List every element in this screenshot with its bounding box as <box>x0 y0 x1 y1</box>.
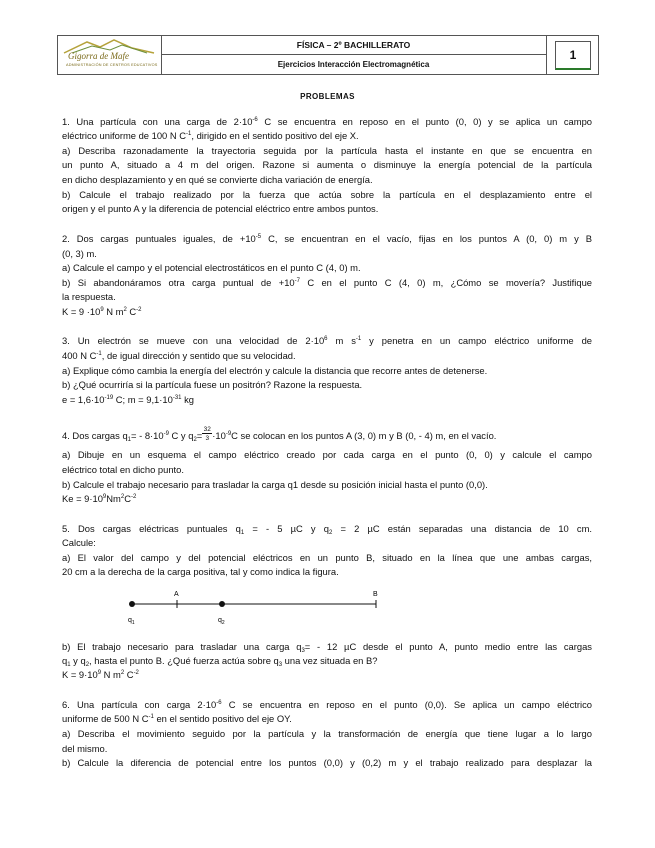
problem-1-line: un punto A, situado a 4 m del origen. Razone si aumenta o disminuye la energía potencial de la partícula <box>62 159 592 170</box>
problem-6-line: 6. Una partícula con carga $2\cdot 10^{-6}$ C se encuentra en reposo en el punto (0,0). Se aplica un campo eléctrico <box>62 699 593 710</box>
problem-2-line: (0, 3) m. <box>62 248 97 259</box>
section-title: PROBLEMAS <box>300 92 355 101</box>
problem-5-constant: $K = 9\cdot 10^9$ N $m^2$ $C^{-2}$ <box>62 669 139 680</box>
problem-3-line: 400 N $C^{-1}$, de igual dirección y sentido que su velocidad. <box>62 350 296 361</box>
charge-q1-dot <box>129 601 135 607</box>
problem-3-line: a) Explique cómo cambia la energía del electrón y calcule la distancia que recorre antes de detenerse. <box>62 365 488 376</box>
charges-figure <box>120 588 390 630</box>
problem-5-line: b) El trabajo necesario para trasladar una carga $q_3= - 12$ µC desde el punto A, punto medio entre las cargas <box>62 641 592 654</box>
header-title: FÍSICA – 2º BACHILLERATO <box>161 36 546 55</box>
problem-5-line: 20 cm a la derecha de la carga positiva, tal y como indica la figura. <box>62 566 339 577</box>
problem-6-line: del mismo. <box>62 743 108 754</box>
label-b: B <box>373 591 378 598</box>
problem-1-line: b) Calcule el trabajo realizado por la fuerza que actúa sobre la partícula en el desplazamiento entre el <box>62 189 592 200</box>
problem-5-line: a) El valor del campo y del potencial eléctricos en un punto B, situado en la línea que une ambas cargas, <box>62 552 592 563</box>
problem-2-line: b) Si abandonáramos otra carga puntual de $+10^{-7}$ C en el punto C (4, 0) m, ¿Cómo se movería? Justifique <box>62 277 592 288</box>
label-q1: $q_1$ <box>128 617 135 626</box>
fraction: $\frac{32}{3}$ <box>203 425 211 442</box>
problem-1-line: 1. Una partícula con una carga de $2\cdot 10^{-6}$ C se encuentra en reposo en el punto (0, 0) y se aplica un campo <box>62 116 592 127</box>
problem-6-line: a) Describa el movimiento seguido por la partícula y la transformación de energía que tiene lugar a lo largo <box>62 728 592 739</box>
problem-3-constants: $e = 1,6\cdot 10^{-19}$ C; $m = 9,1\cdot 10^{-31}$ kg <box>62 394 195 405</box>
problem-1-line: en dicho desplazamiento y en qué se convierte dicha variación de energía. <box>62 174 373 185</box>
problem-1-line: origen y el punto A y la diferencia de potencial eléctrico entre ambos puntos. <box>62 203 379 214</box>
problem-5-line: 5. Dos cargas eléctricas puntuales $q_1$ = - 5 µC y $q_2 = 2$ µC están separadas una distancia de 10 cm. <box>62 523 592 536</box>
problem-4-line: b) Calcule el trabajo necesario para trasladar la carga q1 desde su posición inicial hasta el punto (0,0). <box>62 479 488 490</box>
logo-subtext: ADMINISTRACIÓN DE CENTROS EDUCATIVOS <box>66 63 158 67</box>
problem-2-constant: $K = 9 \cdot 10^9$ N $m^2$ $C^{-2}$ <box>62 306 142 317</box>
problem-2-line: la respuesta. <box>62 291 116 302</box>
problem-2-line: a) Calcule el campo y el potencial electrostáticos en el punto C (4, 0) m. <box>62 262 361 273</box>
header-subtitle: Ejercicios Interacción Electromagnética <box>277 60 430 69</box>
charge-q2-dot <box>219 601 225 607</box>
problem-4-constant: $Ke = 9\cdot 10^9Nm^2C^{-2}$ <box>62 493 137 504</box>
problem-3-line: b) ¿Qué ocurriría si la partícula fuese un positrón? Razone la respuesta. <box>62 379 363 390</box>
problem-3-line: 3. Un electrón se mueve con una velocidad de $2\cdot 10^6$ m $s^{-1}$ y penetra en un campo eléctrico uniforme de <box>62 335 592 346</box>
problem-4-line: eléctrico total en dicho punto. <box>62 464 184 475</box>
problem-2-line: 2. Dos cargas puntuales iguales, de $+10^{-5}$ C, se encuentran en el vacío, fijas en los puntos A (0, 0) m y B <box>62 233 592 244</box>
problem-1-line: eléctrico uniforme de 100 N $C^{-1}$, dirigido en el sentido positivo del eje X. <box>62 130 359 141</box>
problem-5-line: $q_1$ y $q_2$, hasta el punto B. ¿Qué fuerza actúa sobre $q_3$ una vez situada en B? <box>62 655 378 668</box>
problem-1-line: a) Describa razonadamente la trayectoria seguida por la partícula hasta el instante en que se encuentra en <box>62 145 592 156</box>
document-header <box>57 35 599 75</box>
problem-5-line: Calcule: <box>62 537 96 548</box>
school-logo <box>58 36 162 74</box>
label-a: A <box>174 591 179 598</box>
page-box <box>546 36 599 74</box>
problem-4-line: a) Dibuje en un esquema el campo eléctrico creado por cada carga en el punto (0, 0) y calcule el campo <box>62 449 592 460</box>
problem-6-line: b) Calcule la diferencia de potencial entre los puntos (0,0) y (0,2) m y el trabajo realizado para desplazar la <box>62 757 592 768</box>
label-q2: $q_2$ <box>218 617 225 626</box>
page-number: 1 <box>555 41 591 70</box>
problem-6-line: uniforme de 500 N $C^{-1}$ en el sentido positivo del eje OY. <box>62 713 292 724</box>
problem-4-line: 4. Dos cargas $q_1= - 8\cdot 10^{-9}$ C y $q_2=$ $\frac{32}{3}$ $\cdot 10^{-9}C$ se colocan en los puntos A (3, 0) m y B (0, - 4) m, en el vacío. <box>62 425 497 443</box>
logo-text: Gigorra de Mafe <box>68 51 129 61</box>
